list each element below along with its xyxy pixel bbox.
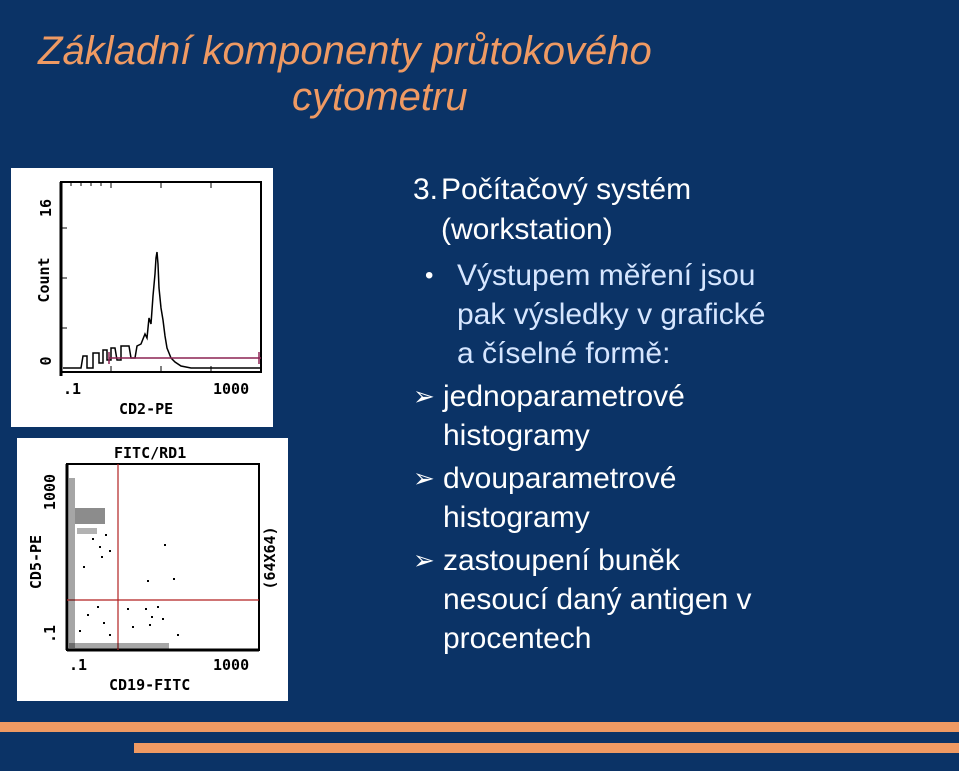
dotplot-y-min-tick: .1 [41,624,59,644]
list-item-line2: histogramy [443,419,590,452]
bullet-line2: pak výsledky v grafické [457,298,766,331]
footer-accent-bar [0,722,959,732]
arrow-bullet-icon: ➢ [413,545,435,575]
histogram-y-min-tick: 0 [37,356,55,366]
arrow-bullet-icon: ➢ [413,381,435,411]
dotplot-x-label: CD19-FITC [109,676,191,694]
arrow-bullet-icon: ➢ [413,463,435,493]
histogram-y-max-tick: 16 [37,198,55,218]
list-item [413,459,953,537]
histogram-curve [63,252,261,368]
histogram-x-max-tick: 1000 [213,380,250,398]
bullet-line1: Výstupem měření jsou [457,259,756,292]
list-item-line2: nesoucí daný antigen v [443,583,752,616]
dotplot-y-max-tick: 1000 [41,473,59,511]
histogram-y-label: Count [35,257,53,303]
section-number: 3. [413,173,439,206]
dotplot-title: FITC/RD1 [114,444,187,462]
dotplot-x-max-tick: 1000 [213,656,250,674]
list-item-line1: jednoparametrové [443,380,685,413]
list-item-line3: procentech [443,622,592,655]
dotplot-dots [69,478,179,649]
slide-title-line1: Základní komponenty průtokového [38,29,652,73]
histogram-panel [11,168,273,427]
section-heading [413,170,953,250]
histogram-x-min-tick: .1 [63,380,82,398]
histogram-x-label: CD2-PE [119,400,174,418]
slide-title [38,28,652,120]
footer-accent-bar-secondary [134,743,959,753]
histogram-frame [61,182,261,372]
bullet-dot-icon: • [425,262,434,289]
dotplot-frame [67,464,259,650]
histogram-chart [11,168,273,427]
section-heading-line2: (workstation) [441,213,613,246]
list-item [413,541,953,658]
bullet-item [413,256,953,373]
list-item-line1: zastoupení buněk [443,544,680,577]
histogram-ticks [61,182,261,372]
list-item [413,377,953,455]
dotplot-panel [17,438,288,701]
section-heading-line1: Počítačový systém [441,173,692,206]
list-item-line1: dvouparametrové [443,462,677,495]
dotplot-y-label: CD5-PE [27,534,45,590]
dotplot-right-label: (64X64) [261,526,279,590]
dotplot-x-min-tick: .1 [69,656,88,674]
slide-title-line2: cytometru [292,75,468,119]
dotplot-chart [17,438,288,701]
list-item-line2: histogramy [443,501,590,534]
bullet-line3: a číselné formě: [457,337,671,370]
slide-content [413,170,953,658]
